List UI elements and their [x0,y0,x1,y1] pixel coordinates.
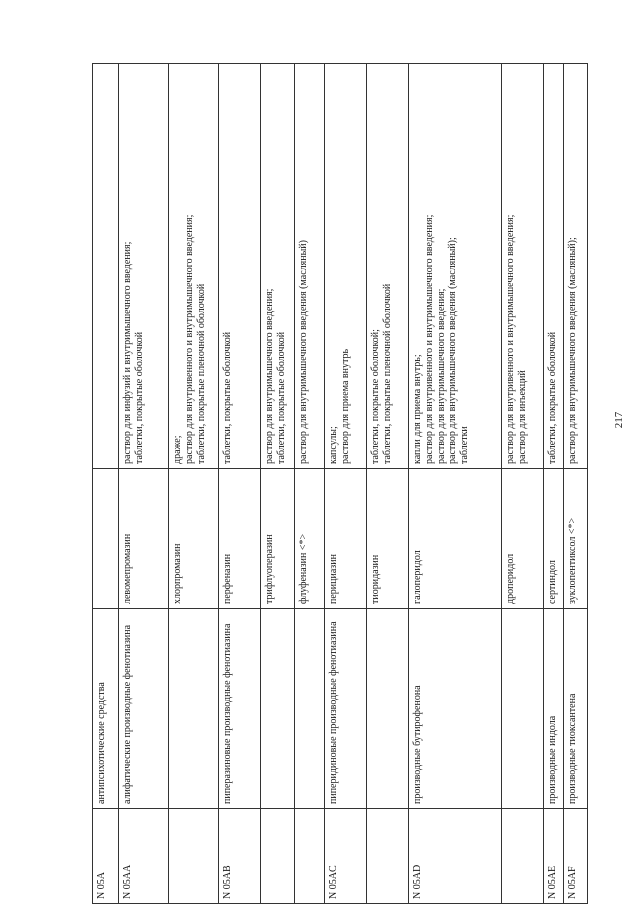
dosage-form-cell [93,64,119,469]
drug-cell: левомепромазин [119,469,169,609]
atc-code-cell [502,809,544,904]
table-row [219,64,261,904]
group-cell: производные бутирофенона [409,609,502,809]
drug-cell: хлорпромазин [169,469,219,609]
dosage-form-cell: раствор для инфузий и внутримышечного введения; таблетки, покрытые оболочкой [119,64,169,469]
rotated-page [92,64,587,904]
drug-cell: сертиндол [544,469,564,609]
drug-table [92,63,588,904]
atc-code-cell: N 05AD [409,809,502,904]
table-row [367,64,409,904]
atc-code-cell: N 05AC [325,809,367,904]
group-cell [502,609,544,809]
drug-cell: тиоридазин [367,469,409,609]
dosage-form-cell: раствор для внутривенного и внутримышечного введения; раствор для инъекций [502,64,544,469]
drug-cell: флуфеназин <*> [295,469,325,609]
table-row [409,64,502,904]
dosage-form-cell: капсулы; раствор для приема внутрь [325,64,367,469]
group-cell: пиперазиновые производные фенотиазина [219,609,261,809]
table-row [169,64,219,904]
group-cell: пиперидиновые производные фенотиазина [325,609,367,809]
dosage-form-cell: таблетки, покрытые оболочкой; таблетки, покрытые пленочной оболочкой [367,64,409,469]
atc-code-cell [261,809,295,904]
drug-cell: зуклопентиксол <*> [564,469,588,609]
atc-code-cell [169,809,219,904]
drug-cell: перициазин [325,469,367,609]
dosage-form-cell: таблетки, покрытые оболочкой [219,64,261,469]
group-cell: антипсихотические средства [93,609,119,809]
drug-cell: трифлуоперазин [261,469,295,609]
atc-code-cell: N 05A [93,809,119,904]
atc-code-cell: N 05AF [564,809,588,904]
table-row [502,64,544,904]
drug-cell: галоперидол [409,469,502,609]
drug-cell: перфеназин [219,469,261,609]
atc-code-cell [295,809,325,904]
group-cell [295,609,325,809]
group-cell [261,609,295,809]
table-row [93,64,119,904]
dosage-form-cell: драже; раствор для внутривенного и внутримышечного введения; таблетки, покрытые пленочной оболочкой [169,64,219,469]
table-row [261,64,295,904]
drug-cell: дроперидол [502,469,544,609]
table-row [119,64,169,904]
dosage-form-cell: таблетки, покрытые оболочкой [544,64,564,469]
group-cell: производные тиоксантена [564,609,588,809]
page-number: 217 [613,411,625,429]
dosage-form-cell: капли для приема внутрь; раствор для внутривенного и внутримышечного введения; раствор для внутримышечного введения; раствор для внутримышечного введения (масляный); таблетки [409,64,502,469]
group-cell: алифатические производные фенотиазина [119,609,169,809]
atc-code-cell [367,809,409,904]
group-cell: производные индола [544,609,564,809]
table-row [325,64,367,904]
dosage-form-cell: раствор для внутримышечного введения; таблетки, покрытые оболочкой [261,64,295,469]
atc-code-cell: N 05AA [119,809,169,904]
atc-code-cell: N 05AB [219,809,261,904]
group-cell [169,609,219,809]
dosage-form-cell: раствор для внутримышечного введения (масляный) [295,64,325,469]
dosage-form-cell: раствор для внутримышечного введения (масляный); [564,64,588,469]
group-cell [367,609,409,809]
table-row [544,64,564,904]
table-row [295,64,325,904]
drug-cell [93,469,119,609]
table-row [564,64,588,904]
atc-code-cell: N 05AE [544,809,564,904]
